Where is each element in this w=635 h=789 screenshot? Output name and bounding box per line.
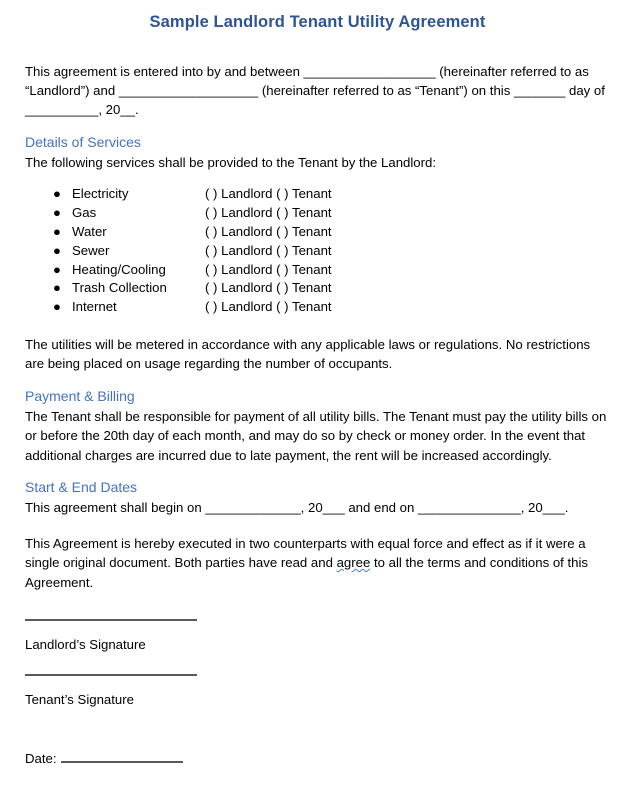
- list-item: [25, 261, 610, 280]
- start-end-date-line[interactable]: This agreement shall begin on _____________, 20___ and end on ______________, 20___.: [25, 500, 569, 516]
- date-label: Date:: [25, 750, 57, 766]
- list-item: [25, 204, 610, 223]
- landlord-signature-block: [25, 592, 610, 654]
- service-responsibility-options[interactable]: ( ) Landlord ( ) Tenant: [205, 242, 332, 258]
- service-responsibility-options[interactable]: ( ) Landlord ( ) Tenant: [205, 224, 332, 240]
- section-heading-start-end-dates: Start & End Dates: [25, 479, 138, 496]
- bullet-icon: ●: [53, 205, 61, 221]
- service-responsibility-options[interactable]: ( ) Landlord ( ) Tenant: [205, 186, 332, 202]
- service-name: Sewer: [72, 242, 110, 258]
- intro-paragraph: This agreement is entered into by and between __________________ (hereinafter referred to as “Landlord”) and ___________________ (hereinafter referred to as “Tenant”) on this _______ day of __________, 20__.: [25, 63, 605, 118]
- service-name: Internet: [72, 299, 117, 315]
- spellcheck-flagged-word: agree: [336, 555, 371, 571]
- payment-paragraph: The Tenant shall be responsible for payment of all utility bills. The Tenant must pay the utility bills on or before the 20th day of each month, and may do so by check or money order. In the event that additional charges are incurred due to late payment, the rent will be increased accordingly.: [25, 409, 607, 463]
- metering-paragraph: The utilities will be metered in accordance with any applicable laws or regulations. No restrictions are being placed on usage regarding the number of occupants.: [25, 337, 591, 372]
- list-item: [25, 185, 610, 204]
- service-responsibility-options[interactable]: ( ) Landlord ( ) Tenant: [205, 280, 332, 296]
- tenant-signature-block: [25, 654, 610, 709]
- bullet-icon: ●: [53, 261, 61, 277]
- service-name: Gas: [72, 205, 97, 221]
- landlord-signature-label: Landlord’s Signature: [25, 637, 146, 653]
- list-item: [25, 242, 610, 261]
- service-name: Electricity: [72, 186, 129, 202]
- list-item: [25, 298, 610, 317]
- execution-text-before: This Agreement is hereby executed in two counterparts with equal force and effect as if it were a single original document. Both parties have read and: [25, 535, 586, 571]
- bullet-icon: ●: [53, 186, 61, 202]
- list-item: [25, 279, 610, 298]
- tenant-signature-label: Tenant’s Signature: [25, 692, 134, 708]
- document-title: Sample Landlord Tenant Utility Agreement: [149, 13, 486, 31]
- date-input-line[interactable]: [61, 749, 183, 763]
- service-responsibility-options[interactable]: ( ) Landlord ( ) Tenant: [205, 299, 332, 315]
- service-responsibility-options[interactable]: ( ) Landlord ( ) Tenant: [205, 205, 332, 221]
- bullet-icon: ●: [53, 224, 61, 240]
- service-name: Heating/Cooling: [72, 261, 166, 277]
- execution-text-after: to all the terms and conditions of this Agreement.: [25, 555, 589, 590]
- services-list: [25, 172, 610, 317]
- date-field-row: [25, 710, 610, 768]
- bullet-icon: ●: [53, 242, 61, 258]
- bullet-icon: ●: [53, 280, 61, 296]
- section-heading-details-of-services: Details of Services: [25, 133, 141, 150]
- service-name: Trash Collection: [72, 280, 167, 296]
- service-name: Water: [72, 224, 107, 240]
- execution-paragraph: [25, 518, 610, 592]
- bullet-icon: ●: [53, 299, 61, 315]
- section-heading-payment-billing: Payment & Billing: [25, 387, 135, 404]
- service-responsibility-options[interactable]: ( ) Landlord ( ) Tenant: [205, 261, 332, 277]
- list-item: [25, 223, 610, 242]
- services-lead-text: The following services shall be provided to the Tenant by the Landlord:: [25, 155, 437, 171]
